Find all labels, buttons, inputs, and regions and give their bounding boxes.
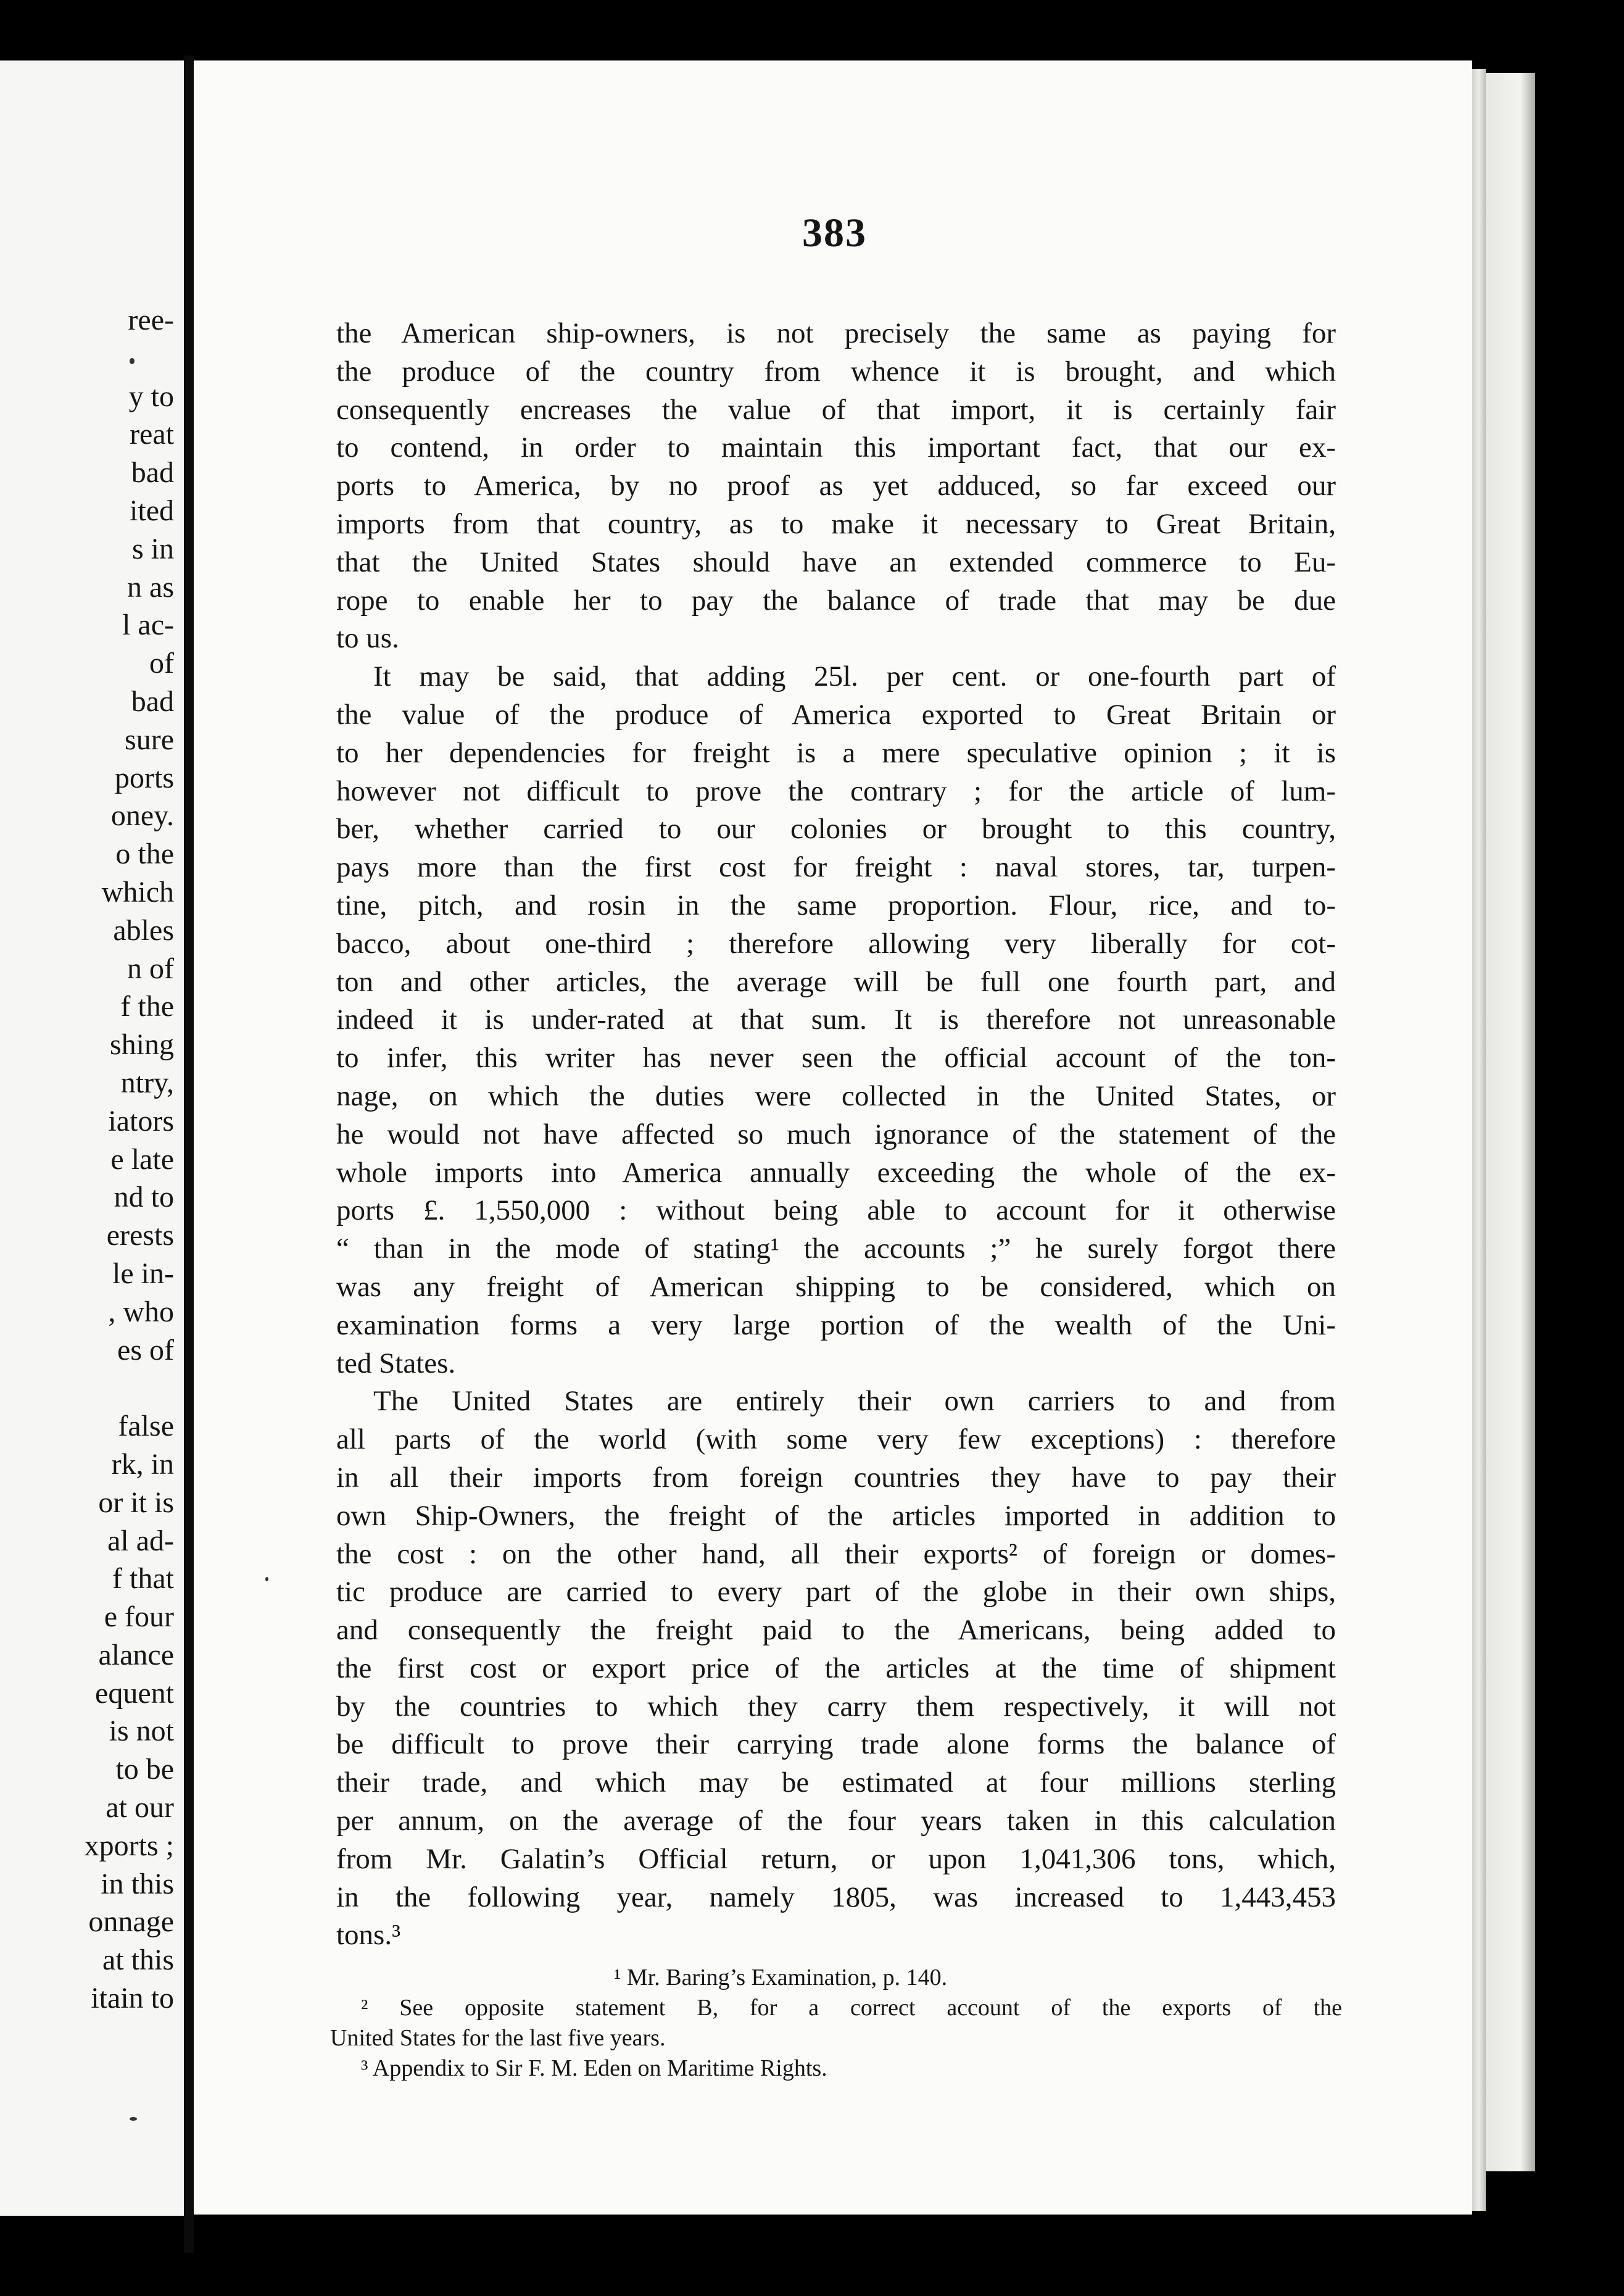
- page-number: 383: [802, 210, 867, 256]
- facing-page-line: s in: [131, 532, 174, 565]
- facing-page-line: f that: [112, 1562, 174, 1595]
- text-line: per annum, on the average of the four years taken in this calculation: [336, 1805, 1336, 1837]
- text-line: indeed it is under-rated at that sum. It is therefore not unreasonable: [336, 1004, 1336, 1036]
- facing-page-line: n of: [127, 952, 174, 985]
- facing-page-line: sure: [125, 723, 174, 756]
- text-line: tine, pitch, and rosin in the same proportion. Flour, rice, and to-: [336, 889, 1336, 921]
- facing-page-line: iators: [108, 1104, 174, 1138]
- facing-page-line: erests: [106, 1219, 174, 1252]
- facing-page-line: ited: [130, 494, 174, 527]
- text-line: pays more than the first cost for freight : naval stores, tar, turpen-: [336, 851, 1336, 884]
- footnote: ² See opposite statement B, for a correct account of the exports of the: [361, 1995, 1342, 2021]
- facing-page-line: which: [101, 875, 174, 909]
- speck: [265, 1577, 268, 1581]
- text-line: own Ship-Owners, the freight of the articles imported in addition to: [336, 1499, 1336, 1532]
- facing-page-line: ables: [113, 913, 174, 947]
- text-line: tons.³: [336, 1919, 401, 1952]
- facing-page-line: [0, 339, 184, 378]
- facing-page-line: , who: [108, 1295, 174, 1328]
- text-line: the American ship-owners, is not precisely the same as paying for: [336, 317, 1336, 349]
- text-line: by the countries to which they carry them respectively, it will not: [336, 1690, 1336, 1723]
- text-line: to her dependencies for freight is a mere speculative opinion ; it is: [336, 736, 1336, 769]
- text-line: to infer, this writer has never seen the official account of the ton-: [336, 1042, 1336, 1075]
- text-line: to contend, in order to maintain this important fact, that our ex-: [336, 431, 1336, 464]
- text-line: whole imports into America annually exceeding the whole of the ex-: [336, 1156, 1336, 1189]
- text-line: It may be said, that adding 25l. per cent. or one-fourth part of: [373, 660, 1336, 693]
- text-line: was any freight of American shipping to be considered, which on: [336, 1270, 1336, 1303]
- facing-page-line: alance: [98, 1638, 174, 1671]
- footnote: ¹ Mr. Baring’s Examination, p. 140.: [614, 1965, 948, 1990]
- facing-page-line: al ad-: [107, 1524, 174, 1557]
- facing-page-line: is not: [109, 1715, 174, 1748]
- facing-page: [0, 60, 184, 2216]
- facing-page-line: reat: [130, 418, 174, 451]
- facing-page-line: nd to: [114, 1181, 174, 1214]
- facing-page-line: onnage: [88, 1905, 174, 1939]
- text-line: ton and other articles, the average will be full one fourth part, and: [336, 965, 1336, 998]
- text-line: he would not have affected so much ignorance of the statement of the: [336, 1118, 1336, 1150]
- facing-page-line: bad: [131, 684, 174, 718]
- facing-page-line: false: [118, 1410, 174, 1443]
- text-line: ted States.: [336, 1347, 456, 1379]
- facing-page-line: f the: [120, 990, 174, 1023]
- facing-page-line: at our: [106, 1791, 174, 1824]
- text-line: to us.: [336, 622, 399, 655]
- text-line: the produce of the country from whence it is brought, and which: [336, 355, 1336, 388]
- text-line: imports from that country, as to make it necessary to Great Britain,: [336, 507, 1336, 540]
- text-line: however not difficult to prove the contrary ; for the article of lum-: [336, 775, 1336, 807]
- text-line: ports £. 1,550,000 : without being able to account for it otherwise: [336, 1194, 1336, 1227]
- text-line: be difficult to prove their carrying trade alone forms the balance of: [336, 1728, 1336, 1761]
- facing-page-line: le in-: [112, 1257, 174, 1290]
- facing-page-line: rk, in: [111, 1447, 174, 1481]
- text-line: that the United States should have an extended commerce to Eu-: [336, 546, 1336, 578]
- facing-page-text: [0, 301, 184, 2018]
- facing-page-line: e late: [110, 1142, 174, 1176]
- facing-page-line: to be: [115, 1753, 174, 1786]
- text-line: ports to America, by no proof as yet adduced, so far exceed our: [336, 470, 1336, 502]
- facing-page-line: o the: [115, 838, 174, 871]
- facing-page-line: bad: [131, 456, 174, 489]
- page-edge: [1472, 69, 1486, 2211]
- facing-page-line: shing: [109, 1028, 174, 1062]
- text-line: the cost : on the other hand, all their exports² of foreign or domes-: [336, 1537, 1336, 1570]
- speck: [130, 2117, 137, 2121]
- facing-page-line: oney.: [110, 799, 174, 833]
- facing-page-line: ree-: [128, 304, 174, 336]
- text-line: and consequently the freight paid to the Americans, being added to: [336, 1614, 1336, 1647]
- page-edge-outer: [1486, 73, 1535, 2171]
- facing-page-line: y to: [128, 380, 174, 413]
- facing-page-line: itain to: [91, 1982, 174, 2015]
- facing-page-line: l ac-: [122, 609, 174, 642]
- footnote: United States for the last five years.: [330, 2025, 666, 2051]
- text-line: “ than in the mode of stating¹ the accounts ;” he surely forgot there: [336, 1233, 1336, 1265]
- text-line: all parts of the world (with some very few exceptions) : therefore: [336, 1423, 1336, 1456]
- facing-page-line: ntry,: [120, 1066, 174, 1099]
- facing-page-line: at this: [102, 1944, 174, 1977]
- text-line: tic produce are carried to every part of the globe in their own ships,: [336, 1576, 1336, 1608]
- body-text: [336, 315, 1336, 1955]
- text-line: bacco, about one-third ; therefore allowing very liberally for cot-: [336, 927, 1336, 960]
- book-gutter: [184, 56, 194, 2253]
- text-line: The United States are entirely their own carriers to and from: [373, 1385, 1336, 1418]
- text-line: their trade, and which may be estimated at four millions sterling: [336, 1766, 1336, 1799]
- text-line: consequently encreases the value of that import, it is certainly fair: [336, 393, 1336, 426]
- footnote: ³ Appendix to Sir F. M. Eden on Maritime Rights.: [361, 2055, 827, 2081]
- text-line: rope to enable her to pay the balance of trade that may be due: [336, 584, 1336, 617]
- text-line: in the following year, namely 1805, was increased to 1,443,453: [336, 1881, 1336, 1913]
- speck: [130, 358, 135, 364]
- text-line: in all their imports from foreign countries they have to pay their: [336, 1461, 1336, 1494]
- facing-page-line: [0, 1369, 184, 1407]
- text-line: the first cost or export price of the articles at the time of shipment: [336, 1652, 1336, 1684]
- facing-page-line: of: [149, 647, 174, 680]
- facing-page-line: ports: [115, 761, 174, 794]
- text-line: nage, on which the duties were collected in the United States, or: [336, 1079, 1336, 1112]
- facing-page-line: n as: [127, 570, 174, 604]
- facing-page-line: e four: [104, 1600, 174, 1634]
- facing-page-line: es of: [117, 1333, 174, 1366]
- facing-page-line: or it is: [98, 1486, 174, 1519]
- text-line: examination forms a very large portion of the wealth of the Uni-: [336, 1308, 1336, 1341]
- footnotes: [330, 1963, 1342, 2084]
- text-line: the value of the produce of America exported to Great Britain or: [336, 698, 1336, 731]
- facing-page-line: xports ;: [84, 1829, 174, 1862]
- text-line: ber, whether carried to our colonies or brought to this country,: [336, 813, 1336, 846]
- facing-page-line: in this: [101, 1867, 174, 1900]
- text-line: from Mr. Galatin’s Official return, or upon 1,041,306 tons, which,: [336, 1842, 1336, 1875]
- facing-page-line: equent: [95, 1676, 174, 1710]
